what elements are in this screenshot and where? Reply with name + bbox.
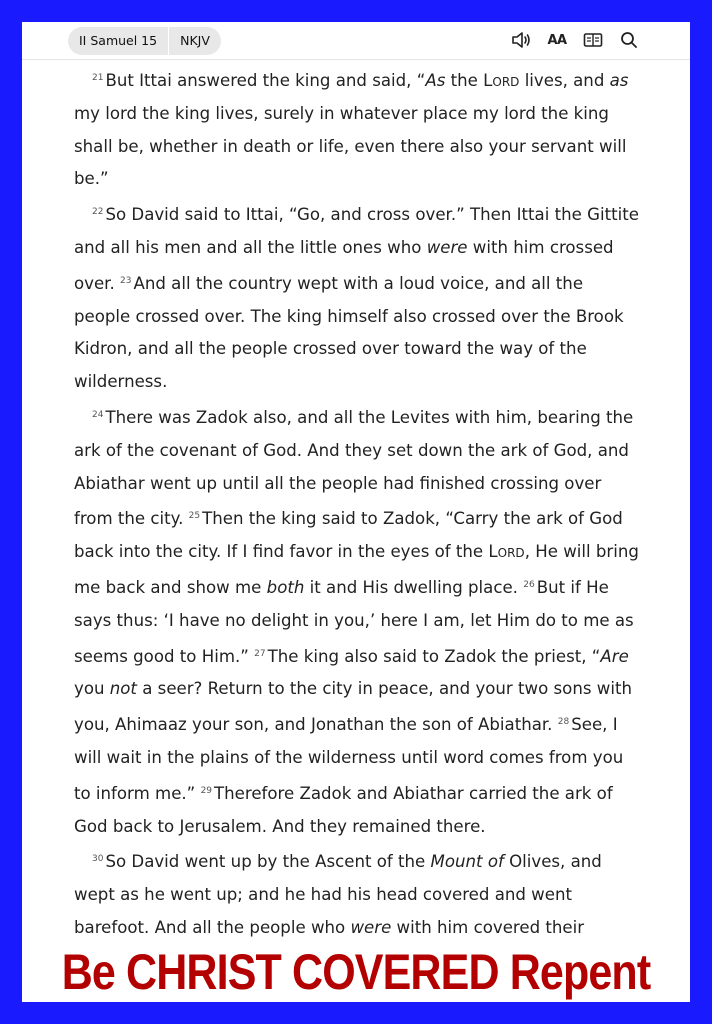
verse-number[interactable]: 22 — [92, 207, 104, 218]
search-icon[interactable] — [618, 29, 640, 51]
paragraph: $^{24}$ There was Zadok also, and all the Levites with him, bearing the ark of the covenant of God. And they set down the ark of God, and Abiathar went up until all the people had finished crossing over from the city. $^{25}$ Then the king said to Zadok, “Carry the ark of God back into the city. If I find favor in the eyes of the Lord, He will bring me back and show me both it and His dwelling place. $^{26}$ But if He says thus: ‘I have no delight in you,’ here I am, let Him do to me as seems good to Him.” $^{27}$ The king also said to Zadok the priest, “Are you not a seer? Return to the city in peace, and your two sons with you, Ahimaaz your son, and Jonathan the son of Abiathar. $^{28}$ See, I will wait in the plains of the wilderness until word comes from you to inform me.” $^{29}$ Therefore Zadok and Abiathar carried the ark of God back to Jerusalem. And they remained there. — [74, 407, 639, 836]
verse-number[interactable]: 29 — [200, 785, 213, 796]
reference-selector[interactable] — [68, 27, 221, 55]
text-size-icon[interactable]: AA — [547, 32, 567, 48]
verse-number[interactable]: 27 — [254, 648, 266, 659]
version-button[interactable]: NKJV — [180, 33, 210, 48]
book-view-icon[interactable] — [582, 29, 604, 51]
paragraph: $^{21}$ But Ittai answered the king and said, “As the Lord lives, and as my lord the king lives, surely in whatever place my lord the king shall be, whether in death or life, even there also your servant will be.” — [74, 71, 629, 189]
speaker-icon[interactable] — [510, 29, 532, 51]
scripture-text — [74, 62, 644, 945]
paragraph: $^{30}$ So David went up by the Ascent of the Mount of Olives, and wept as he went up; and he had his head covered and went barefoot. And all the people who were with him covered their — [74, 852, 602, 937]
reader-frame — [22, 22, 690, 1002]
book-chapter-button[interactable]: II Samuel 15 — [79, 33, 158, 48]
overlay-banner: Be CHRIST COVERED Repent — [61, 944, 651, 1000]
verse-number[interactable]: 28 — [557, 717, 570, 728]
verse-number[interactable]: 25 — [188, 511, 201, 522]
verse-number[interactable]: 26 — [523, 579, 535, 590]
paragraph: $^{22}$ So David said to Ittai, “Go, and cross over.” Then Ittai the Gittite and all his men and all the little ones who were with him crossed over. $^{23}$ And all the country wept with a loud voice, and all the people crossed over. The king himself also crossed over the Brook Kidron, and all the people crossed over toward the way of the wilderness. — [74, 205, 639, 392]
verse-number[interactable]: 30 — [92, 854, 104, 865]
verse-number[interactable]: 21 — [92, 73, 104, 83]
toolbar-actions — [510, 29, 640, 51]
verse-number[interactable]: 24 — [92, 409, 104, 420]
toolbar-divider — [22, 59, 690, 60]
reader-toolbar — [22, 22, 690, 58]
verse-number[interactable]: 23 — [120, 275, 132, 286]
